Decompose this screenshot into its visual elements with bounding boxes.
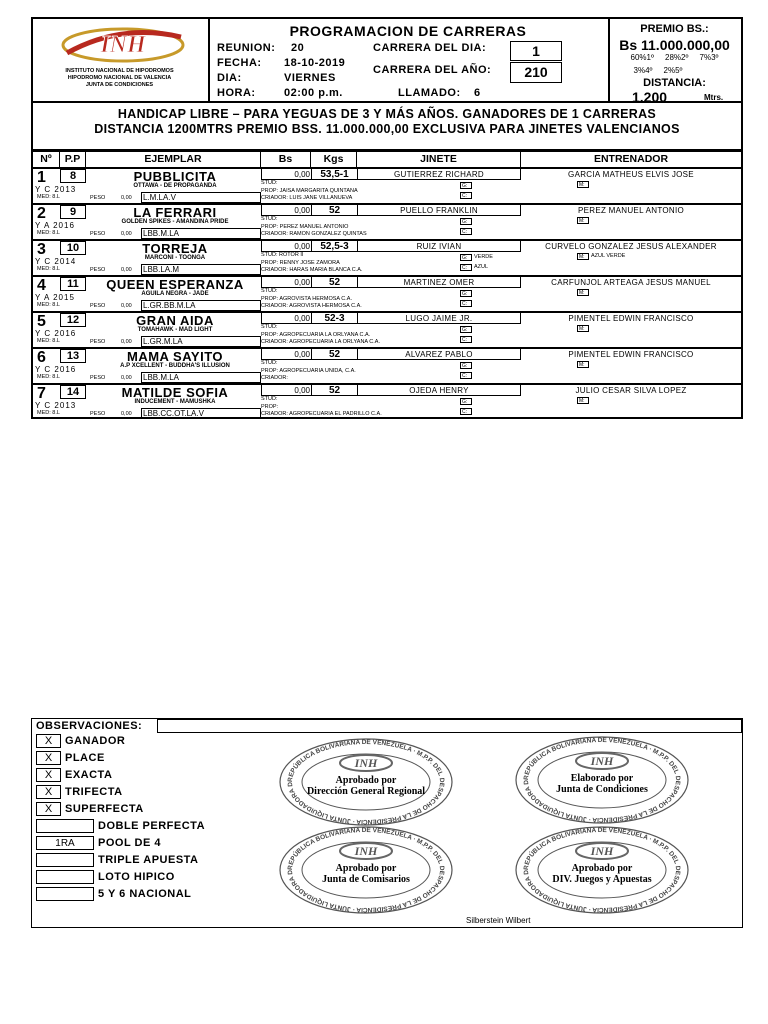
table-row — [33, 167, 741, 203]
horse-name: MAMA SAYITO — [126, 349, 224, 364]
bet-type-checkbox[interactable]: X — [36, 734, 61, 748]
stamp-logo-text: INH — [354, 756, 378, 770]
table-row — [33, 203, 741, 239]
kgs-value: 52 — [311, 385, 357, 396]
peso-value: 0,00 — [121, 267, 132, 273]
logo-text: INH — [100, 32, 146, 58]
bet-type-label: EXACTA — [65, 769, 113, 781]
dia-label: DIA: — [217, 72, 242, 84]
entry-number: 3 — [37, 241, 46, 258]
entry-number: 5 — [37, 313, 46, 330]
m-box: M: — [577, 289, 589, 296]
peso-label: PESO — [90, 231, 106, 237]
col-header-entrenador: ENTRENADOR — [593, 153, 669, 165]
bet-type-checkbox[interactable]: 1RA — [36, 836, 94, 850]
peso-value: 0,00 — [121, 303, 132, 309]
entrenador-name: PIMENTEL EDWIN FRANCISCO — [568, 314, 694, 323]
c-box: C: — [460, 372, 472, 379]
hora-label: HORA: — [217, 87, 256, 99]
stamp-line-2: Junta de Condiciones — [556, 784, 648, 795]
stud-label: STUD: — [261, 324, 278, 330]
criador-label: CRIADOR: — [261, 303, 288, 309]
dia-value: VIERNES — [284, 72, 336, 84]
owner-block — [261, 180, 358, 203]
bs-value: 0,00 — [261, 241, 311, 252]
kgs-value: 52,5-3 — [311, 241, 357, 252]
medication-code: L.GR.BB.M.LA — [141, 300, 261, 311]
medication-code: LBB.M.LA — [141, 372, 261, 383]
c-box: C: — [460, 228, 472, 235]
medication-code: L.M.LA.V — [141, 192, 261, 203]
prop-value: PEREZ MANUEL ANTONIO — [279, 223, 349, 230]
bet-type-label: 5 Y 6 NACIONAL — [98, 888, 192, 900]
table-row — [33, 275, 741, 311]
table-row — [33, 311, 741, 347]
bet-type-label: DOBLE PERFECTA — [98, 820, 206, 832]
prop-value: JAISA MARGARITA QUINTANA — [279, 187, 358, 194]
entry-year: Y A 2016 — [35, 221, 75, 230]
carrera-dia-value: 1 — [510, 41, 562, 61]
entrenador-name: GARCIA MATHEUS ELVIS JOSE — [568, 170, 694, 179]
medication-code: LBB.M.LA — [141, 228, 261, 239]
m-box: M: — [577, 181, 589, 188]
col-header-ejemplar: EJEMPLAR — [86, 152, 261, 167]
criador-label: CRIADOR: — [261, 267, 288, 273]
bet-type-label: TRIFECTA — [65, 786, 123, 798]
distancia-unit: Mtrs. — [704, 93, 724, 102]
stud-value: ROTOR II — [279, 252, 304, 258]
premio-label: PREMIO BS.: — [640, 23, 709, 35]
pedigree: MARCONI - TOONGA — [144, 255, 206, 261]
pedigree: TOMAHAWK - MAD LIGHT — [137, 327, 213, 333]
jinete-name: MARTINEZ OMER — [357, 277, 521, 288]
distancia-value: 1.200 — [632, 89, 668, 105]
m-box: M: — [577, 217, 589, 224]
bet-type-checkbox[interactable] — [36, 887, 94, 901]
pedigree: GOLDEN SPIKES - AMANDINA PRIDE — [121, 219, 229, 225]
owner-block — [261, 288, 362, 311]
medication-code: L.GR.M.LA — [141, 336, 261, 347]
prop-value: AGROPECUARIA LA ORLYANA C.A. — [279, 331, 371, 338]
criador-label: CRIADOR: — [261, 339, 288, 345]
post-position: 14 — [60, 385, 86, 399]
table-row — [33, 239, 741, 275]
stamp-line-1: Aprobado por — [335, 775, 397, 786]
m-value: AZUL VERDE — [591, 253, 626, 259]
kgs-value: 52 — [311, 205, 357, 216]
inh-logo — [61, 23, 186, 65]
med-label: MED: 8.L — [37, 338, 60, 344]
page-title: PROGRAMACION DE CARRERAS — [289, 23, 527, 39]
stamp-ring-text: REPÚBLICA BOLIVARIANA DE VENEZUELA · M.P.P. DEL DESPACHO DE LA PRESIDENCIA · JUNTA LIQUIDADORA D — [522, 736, 682, 824]
bet-type-label: TRIPLE APUESTA — [98, 854, 199, 866]
entry-year: Y A 2015 — [35, 293, 75, 302]
c-box: C: — [460, 192, 472, 199]
prop-label: PROP: — [261, 295, 279, 302]
med-label: MED: 8.L — [37, 302, 60, 308]
entry-year: Y C 2013 — [35, 185, 77, 194]
approval-stamp — [514, 825, 690, 915]
stud-label: STUD: — [261, 216, 278, 222]
jinete-name: LUGO JAIME JR. — [357, 313, 521, 324]
entry-number: 2 — [37, 205, 46, 222]
observaciones-field[interactable] — [157, 719, 742, 733]
stamp-line-1: Elaborado por — [570, 773, 634, 784]
owner-block — [261, 396, 382, 419]
jinete-name: GUTIERREZ RICHARD — [357, 169, 521, 180]
entry-year: Y C 2013 — [35, 401, 77, 410]
g-box: G: — [460, 290, 472, 297]
g-box: G: — [460, 254, 472, 261]
post-position: 11 — [60, 277, 86, 291]
horse-name: GRAN AIDA — [136, 313, 214, 328]
pedigree: INDUCEMENT - MAMUSHKA — [134, 399, 216, 405]
bet-type-label: PLACE — [65, 752, 105, 764]
entry-number: 6 — [37, 349, 46, 366]
entrenador-name: PIMENTEL EDWIN FRANCISCO — [568, 350, 694, 359]
m-box: M: — [577, 361, 589, 368]
prop-label: PROP: — [261, 223, 279, 230]
bet-type-checkbox[interactable] — [36, 870, 94, 884]
signature-name: Silberstein Wilbert — [466, 916, 531, 925]
c-value: AZUL — [474, 264, 489, 270]
carrera-dia-label: CARRERA DEL DIA: — [373, 42, 487, 54]
c-box: C: — [460, 408, 472, 415]
stud-label: STUD: — [261, 396, 278, 402]
owner-block — [261, 360, 356, 383]
stamp-line-2: Dirección General Regional — [306, 786, 426, 797]
bet-type-checkbox[interactable]: X — [36, 802, 61, 816]
entry-year: Y C 2014 — [35, 257, 77, 266]
kgs-value: 53,5-1 — [311, 169, 357, 180]
criador-value: AGROPECUARIA EL PADRILLO C.A. — [289, 411, 382, 417]
owner-block — [261, 324, 380, 347]
criador-label: CRIADOR: — [261, 231, 288, 237]
observaciones-label: OBSERVACIONES: — [36, 720, 143, 732]
premio-value: Bs 11.000.000,00 — [619, 37, 730, 53]
peso-value: 0,00 — [121, 231, 132, 237]
table-row — [33, 347, 741, 383]
m-box: M: — [577, 325, 589, 332]
post-position: 10 — [60, 241, 86, 255]
institute-line-1: INSTITUTO NACIONAL DE HIPODROMOS — [65, 68, 174, 74]
programacion-cell — [208, 19, 610, 101]
prize-cell — [608, 19, 741, 105]
horse-name: PUBBLICITA — [133, 169, 217, 184]
entrenador-name: CURVELO GONZALEZ JESUS ALEXANDER — [545, 242, 717, 251]
stamp-line-2: DIV. Juegos y Apuestas — [552, 874, 652, 885]
entrenador-name: JULIO CESAR SILVA LOPEZ — [575, 386, 687, 395]
prop-label: PROP: — [261, 259, 279, 266]
stamp-logo-text: INH — [354, 844, 378, 858]
col-header-kgs: Kgs — [311, 152, 357, 167]
entry-number: 1 — [37, 169, 46, 186]
peso-label: PESO — [90, 267, 106, 273]
conditions-line-1: HANDICAP LIBRE – PARA YEGUAS DE 3 Y MÁS AÑOS. GANADORES DE 1 CARRERAS — [117, 107, 657, 121]
peso-label: PESO — [90, 303, 106, 309]
criador-label: CRIADOR: — [261, 195, 288, 201]
bet-type-checkbox[interactable]: X — [36, 751, 61, 765]
table-row — [33, 383, 741, 419]
jinete-name: OJEDA HENRY — [357, 385, 521, 396]
criador-value: LUIS JANE VILLANUEVA — [289, 195, 353, 201]
stud-label: STUD: — [261, 288, 278, 294]
g-box: G: — [460, 326, 472, 333]
peso-value: 0,00 — [121, 339, 132, 345]
criador-value: AGROVISTA HERMOSA C.A. — [289, 303, 362, 309]
pedigree: A.P XCELLENT - BUDDHA'S ILLUSION — [120, 363, 230, 369]
observaciones-section — [31, 718, 743, 928]
medication-code: LBB.CC.OT.LA.V — [141, 408, 261, 419]
bs-value: 0,00 — [261, 349, 311, 360]
stamp-ring-text: REPÚBLICA BOLIVARIANA DE VENEZUELA · M.P.P. DEL DESPACHO DE LA PRESIDENCIA · JUNTA LIQUIDADORA D — [522, 826, 682, 914]
jinete-name: RUIZ IVIAN — [357, 241, 521, 252]
bs-value: 0,00 — [261, 205, 311, 216]
horse-name: QUEEN ESPERANZA — [106, 277, 244, 292]
horse-name: MATILDE SOFIA — [121, 385, 229, 400]
reunion-value: 20 — [291, 42, 305, 54]
kgs-value: 52-3 — [311, 313, 357, 324]
col-header-num: Nº — [33, 152, 60, 167]
kgs-value: 52 — [311, 277, 357, 288]
c-box: C: — [460, 300, 472, 307]
pedigree: OTTAWA - DE PROPAGANDA — [133, 183, 217, 189]
col-header-bs: Bs — [261, 152, 311, 167]
bet-type-label: LOTO HIPICO — [98, 871, 175, 883]
race-header — [31, 17, 743, 103]
institute-line-3: JUNTA DE CONDICIONES — [85, 82, 154, 88]
bs-value: 0,00 — [261, 169, 311, 180]
approval-stamp — [278, 737, 454, 827]
fecha-label: FECHA: — [217, 57, 262, 69]
c-box: C: — [460, 264, 472, 271]
post-position: 13 — [60, 349, 86, 363]
prop-value: AGROPECUARIA UNIDA, C.A. — [279, 367, 356, 374]
stamp-ring-text: REPÚBLICA BOLIVARIANA DE VENEZUELA · M.P.P. DEL DESPACHO DE LA PRESIDENCIA · JUNTA LIQUIDADORA D — [286, 738, 446, 826]
criador-value: AGROPECUARIA LA ORLYANA C.A. — [289, 339, 381, 345]
prop-label: PROP: — [261, 367, 279, 374]
peso-label: PESO — [90, 195, 106, 201]
peso-label: PESO — [90, 339, 106, 345]
entry-number: 4 — [37, 277, 46, 294]
institute-line-2: HIPODROMO NACIONAL DE VALENCIA — [67, 75, 172, 81]
stud-label: STUD: — [261, 252, 278, 258]
peso-value: 0,00 — [121, 195, 132, 201]
entrenador-name: CARFUNJOL ARTEAGA JESUS MANUEL — [551, 278, 711, 287]
kgs-value: 52 — [311, 349, 357, 360]
distancia-label: DISTANCIA: — [643, 77, 706, 89]
stud-label: STUD: — [261, 180, 278, 186]
entrenador-name: PEREZ MANUEL ANTONIO — [577, 206, 685, 215]
owner-block — [261, 216, 367, 239]
criador-label: CRIADOR: — [261, 411, 288, 417]
fecha-value: 18-10-2019 — [284, 57, 346, 69]
entries-table — [31, 150, 743, 419]
post-position: 12 — [60, 313, 86, 327]
stamp-line-1: Aprobado por — [571, 863, 633, 874]
peso-value: 0,00 — [121, 411, 132, 417]
col-header-jinete: JINETE — [357, 152, 521, 167]
bet-type-label: SUPERFECTA — [65, 803, 144, 815]
jinete-name: ALVAREZ PABLO — [357, 349, 521, 360]
prop-label: PROP: — [261, 403, 279, 410]
bs-value: 0,00 — [261, 277, 311, 288]
pedigree: AGUILA NEGRA - JADE — [141, 291, 209, 297]
institute-name — [33, 68, 206, 89]
stamp-logo-text: INH — [590, 844, 614, 858]
bet-type-checkbox[interactable]: X — [36, 768, 61, 782]
reunion-label: REUNION: — [217, 42, 276, 54]
entry-year: Y C 2016 — [35, 329, 77, 338]
med-label: MED: 8.L — [37, 230, 60, 236]
m-box: M: — [577, 397, 589, 404]
logo-cell — [33, 19, 210, 101]
prop-label: PROP: — [261, 331, 279, 338]
med-label: MED: 8.L — [37, 410, 60, 416]
g-box: G: — [460, 398, 472, 405]
c-box: C: — [460, 336, 472, 343]
llamado-label: LLAMADO: — [398, 87, 461, 99]
g-box: G: — [460, 182, 472, 189]
conditions-line-2: DISTANCIA 1200MTRS PREMIO BSS. 11.000.000,00 EXCLUSIVA PARA JINETES VALENCIANOS — [94, 122, 680, 136]
carrera-ano-label: CARRERA DEL AÑO: — [373, 64, 492, 76]
criador-label: CRIADOR: — [261, 375, 288, 381]
bet-type-checkbox[interactable] — [36, 819, 94, 833]
med-label: MED: 8.L — [37, 266, 60, 272]
m-box: M: — [577, 253, 589, 260]
prop-value: RENNY JOSE ZAMORA — [279, 259, 340, 266]
stamp-line-1: Aprobado por — [335, 863, 397, 874]
bet-type-checkbox[interactable]: X — [36, 785, 61, 799]
medication-code: LBB.LA.M — [141, 264, 261, 275]
criador-value: RAMON GONZALEZ QUINTAS — [289, 231, 367, 237]
g-box: G: — [460, 218, 472, 225]
approval-stamp — [514, 735, 690, 825]
post-position: 9 — [60, 205, 86, 219]
prop-label: PROP: — [261, 187, 279, 194]
post-position: 8 — [60, 169, 86, 183]
col-header-pp: P.P — [60, 152, 86, 167]
jinete-name: PUELLO FRANKLIN — [357, 205, 521, 216]
premio-split-2: 3%4º 2%5º — [633, 66, 683, 75]
premio-split-1: 60%1º 28%2º 7%3º — [630, 53, 719, 62]
entry-number: 7 — [37, 385, 46, 402]
stamp-ring-text: REPÚBLICA BOLIVARIANA DE VENEZUELA · M.P.P. DEL DESPACHO DE LA PRESIDENCIA · JUNTA LIQUIDADORA D — [286, 826, 446, 914]
criador-value: HARAS MARIA BLANCA C.A. — [289, 267, 363, 273]
g-box: G: — [460, 362, 472, 369]
approval-stamp — [278, 825, 454, 915]
bet-type-checkbox[interactable] — [36, 853, 94, 867]
stud-label: STUD: — [261, 360, 278, 366]
stamp-line-2: Junta de Comisarios — [322, 874, 410, 885]
bet-type-label: GANADOR — [65, 735, 126, 747]
llamado-value: 6 — [474, 87, 481, 99]
bs-value: 0,00 — [261, 313, 311, 324]
peso-label: PESO — [90, 411, 106, 417]
g-value: VERDE — [474, 254, 493, 260]
med-label: MED: 8.L — [37, 194, 60, 200]
stamp-logo-text: INH — [590, 754, 614, 768]
race-conditions — [31, 103, 743, 151]
bs-value: 0,00 — [261, 385, 311, 396]
prop-value: AGROVISTA HERMOSA C.A. — [279, 295, 352, 302]
bet-type-label: POOL DE 4 — [98, 837, 161, 849]
med-label: MED: 8.L — [37, 374, 60, 380]
horse-name: LA FERRARI — [133, 205, 217, 220]
peso-label: PESO — [90, 375, 106, 381]
entry-year: Y C 2016 — [35, 365, 77, 374]
hora-value: 02:00 p.m. — [284, 87, 343, 99]
owner-block — [261, 252, 362, 275]
peso-value: 0,00 — [121, 375, 132, 381]
carrera-ano-value: 210 — [510, 62, 562, 83]
horse-name: TORREJA — [142, 241, 208, 256]
